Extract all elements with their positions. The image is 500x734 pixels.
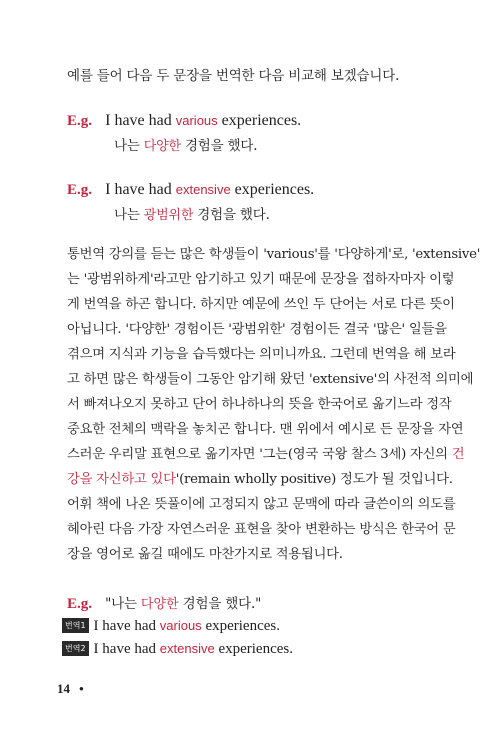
example-1-en-key: various xyxy=(175,113,218,128)
paragraph-2-line-3: 장을 영어로 옮길 때에도 마찬가지로 적용됩니다. xyxy=(67,547,343,562)
translation-2-key: extensive xyxy=(159,641,215,656)
translation-badge: 번역2 xyxy=(62,641,89,656)
paragraph-1-line-5: 겪으며 지식과 기능을 습득했다는 의미니까요. 그런데 번역을 해 보라 xyxy=(67,347,456,362)
example-2-kr-key: 광범위한 xyxy=(143,207,194,222)
translation-2-post: experiences. xyxy=(214,641,293,657)
paragraph-1-line-10 xyxy=(67,473,453,486)
example-3-quote-key: 다양한 xyxy=(140,596,179,611)
example-2-en-pre: I have had xyxy=(105,181,176,198)
translation-1 xyxy=(62,615,280,635)
example-1-english xyxy=(67,110,301,130)
example-3 xyxy=(67,592,261,613)
translation-1-pre: I have had xyxy=(93,618,160,634)
example-1-en-pre: I have had xyxy=(105,112,176,129)
example-2-kr-post: 경험을 했다. xyxy=(193,207,270,223)
paragraph-1-line-9-text: 스러운 우리말 표현으로 옮기자면 '그는(영국 국왕 찰스 3세) 자신의 xyxy=(67,447,452,462)
eg-label: E.g. xyxy=(67,596,93,612)
page-number-value: 14 xyxy=(57,681,70,696)
translation-2-pre: I have had xyxy=(93,641,160,657)
eg-label: E.g. xyxy=(67,182,93,198)
eg-label: E.g. xyxy=(67,113,93,129)
paragraph-1-line-10-text: '(remain wholly positive) 정도가 될 것입니다. xyxy=(175,472,453,487)
example-2-kr-pre: 나는 xyxy=(114,207,144,223)
paragraph-1-line-1: 통번역 강의를 듣는 많은 학생들이 'various'를 '다양하게'로, 'extensive' xyxy=(67,247,481,262)
page-number xyxy=(57,678,84,697)
paragraph-1-highlight-end: 강을 자신하고 있다 xyxy=(67,472,176,487)
paragraph-1-line-4: 아닙니다. '다양한' 경험이든 '광범위한' 경험이든 결국 '많은' 일들을 xyxy=(67,322,447,337)
example-1-kr-pre: 나는 xyxy=(114,138,144,154)
paragraph-1-line-9 xyxy=(67,448,464,461)
translation-1-post: experiences. xyxy=(201,618,280,634)
example-3-quote-post: 경험을 했다." xyxy=(178,596,262,612)
paragraph-2-line-1: 어휘 책에 나온 뜻풀이에 고정되지 않고 문맥에 따라 글쓴이의 의도를 xyxy=(67,497,456,512)
example-2-en-post: experiences. xyxy=(230,181,315,198)
paragraph-1-line-7: 서 빠져나오지 못하고 단어 하나하나의 뜻을 한국어로 옮기느라 정작 xyxy=(67,397,452,412)
intro-sentence: 예를 들어 다음 두 문장을 번역한 다음 비교해 보겠습니다. xyxy=(67,68,400,84)
paragraph-1-line-8: 중요한 전체의 맥락을 놓치곤 합니다. 맨 위에서 예시로 든 문장을 자연 xyxy=(67,422,464,437)
example-1-korean xyxy=(114,134,257,154)
example-3-quote-pre: "나는 xyxy=(105,596,141,612)
example-2-korean xyxy=(114,203,270,223)
example-2-en-key: extensive xyxy=(175,182,231,197)
page-bullet: • xyxy=(79,681,84,696)
example-2-english xyxy=(67,179,314,199)
translation-1-key: various xyxy=(159,618,202,633)
example-1-kr-post: 경험을 했다. xyxy=(180,138,258,154)
example-1-en-post: experiences. xyxy=(217,112,302,129)
translation-2 xyxy=(62,638,293,658)
paragraph-1-highlight-start: 건 xyxy=(451,447,465,462)
paragraph-1-line-2: 는 '광범위하게'라고만 암기하고 있기 때문에 문장을 접하자마자 이렇 xyxy=(67,272,455,287)
paragraph-1-line-6: 고 하면 많은 학생들이 그동안 암기해 왔던 'extensive'의 사전적 의미에 xyxy=(67,372,474,387)
translation-badge: 번역1 xyxy=(62,618,89,633)
paragraph-1-line-3: 게 번역을 하곤 합니다. 하지만 예문에 쓰인 두 단어는 서로 다른 뜻이 xyxy=(67,297,455,312)
paragraph-2-line-2: 헤아린 다음 가장 자연스러운 표현을 찾아 변환하는 방식은 한국어 문 xyxy=(67,522,456,537)
example-1-kr-key: 다양한 xyxy=(143,138,181,153)
